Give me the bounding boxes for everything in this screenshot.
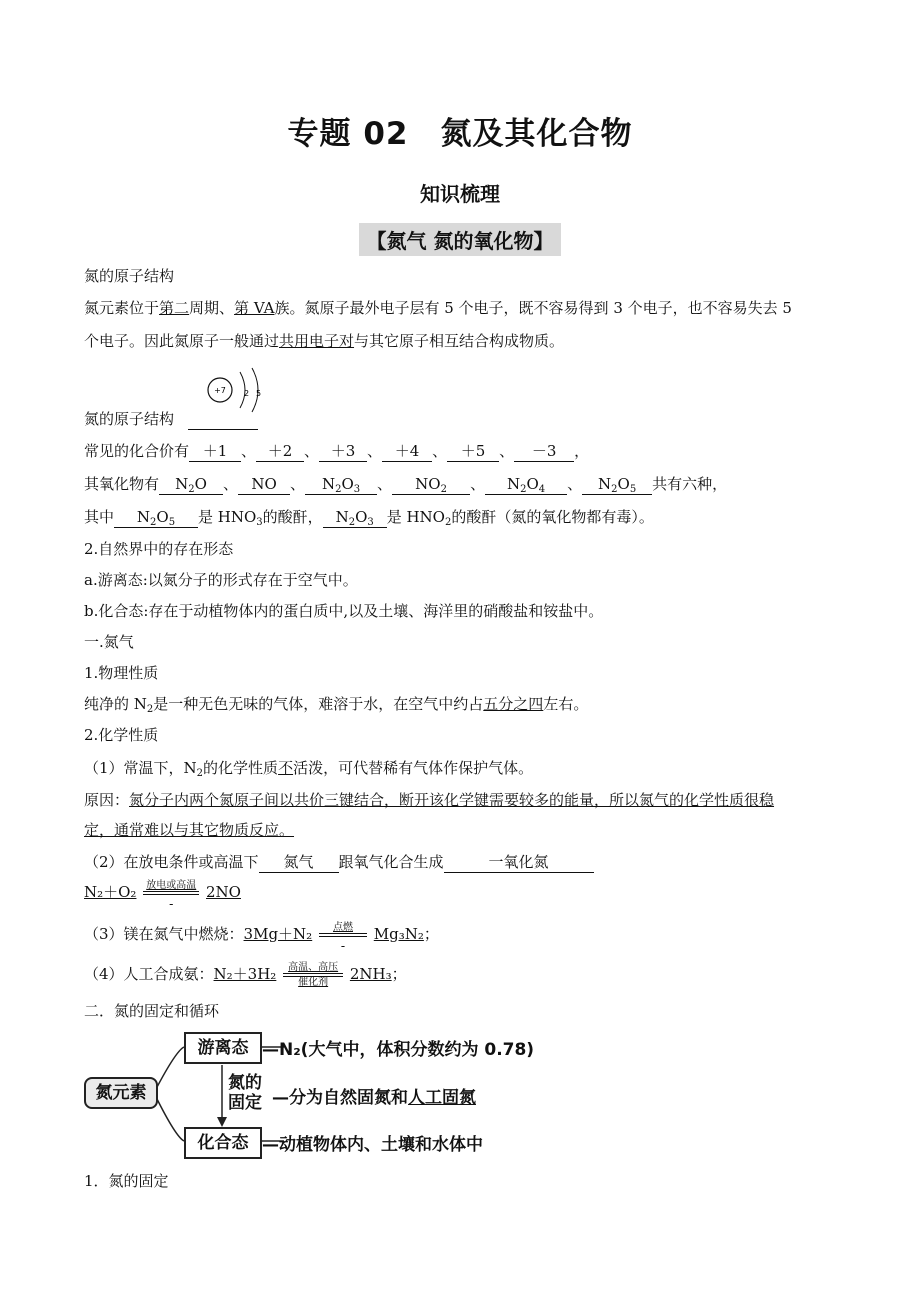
n2-reason-1: 原因：氮分子内两个氮原子间以共价三键结合，断开该化学键需要较多的能量，所以氮气的化学性质很稳 <box>84 791 775 809</box>
equation-1: N₂＋O₂ 放电或高温 2NO <box>84 880 241 901</box>
intro-line-1: 氮元素位于第二周期、第 VA族。氮原子最外电子层有 5 个电子，既不容易得到 3 个电子，也不容易失去 5 <box>84 299 792 317</box>
diagram-combined-desc: —动植物体内、土壤和水体中 <box>262 1135 483 1155</box>
atom-structure-heading: 氮的原子结构 <box>84 267 175 285</box>
anhydride-line: 其中 $N_2O_5$ 是 $HNO_3$的酸酐， $N_2O_3$ 是 $HNO_2$的酸酐（氮的氧化物都有毒）。 <box>84 508 654 528</box>
shell-2-count: 5 <box>256 389 262 398</box>
fixation-heading: 二．氮的固定和循环 <box>84 1002 220 1020</box>
natural-heading: 2.自然界中的存在形态 <box>84 540 234 558</box>
equation-3: （4）人工合成氨：N₂＋3H₂ 高温、高压 催化剂 2NH₃； <box>84 962 407 988</box>
nitrogen-fixation-diagram <box>84 1027 584 1167</box>
valence-line: 常见的化合价有 ＋1 、 ＋2 、 ＋3 、 ＋4 、 ＋5 、 －3 ， <box>84 442 590 460</box>
page-title: 专题 02 氮及其化合物 <box>287 116 633 152</box>
n2-phys-line: 纯净的 $N_2$是一种无色无味的气体，难溶于水，在空气中约占五分之四左右。 <box>84 695 589 715</box>
page-subtitle: 知识梳理 <box>420 182 500 206</box>
n2-chem-1: （1）常温下，$N_2$的化学性质不活泼，可代替稀有气体作保护气体。 <box>84 759 534 779</box>
fixation-sub-heading: 1．氮的固定 <box>84 1172 169 1190</box>
n2-phys-heading: 1.物理性质 <box>84 664 159 682</box>
nucleus-label: +7 <box>214 386 226 395</box>
natural-free: a.游离态:以氮分子的形式存在于空气中。 <box>84 571 358 589</box>
intro-line-2: 个电子。因此氮原子一般通过共用电子对与其它原子相互结合构成物质。 <box>84 332 565 350</box>
n2-reason-2: 定，通常难以与其它物质反应。 <box>84 821 295 839</box>
diagram-combined-box: 化合态 <box>184 1127 262 1159</box>
diagram-root-box: 氮元素 <box>84 1077 158 1109</box>
equation-2: （3）镁在氮气中燃烧：3Mg＋N₂ 点燃 Mg₃N₂； <box>84 922 439 943</box>
natural-combined: b.化合态:存在于动植物体内的蛋白质中,以及土壤、海洋里的硝酸盐和铵盐中。 <box>84 602 604 620</box>
shell-1-count: 2 <box>244 389 250 398</box>
oxides-line: 其氧化物有 $N_2O$ 、 NO 、 $N_2O_3$ 、 $NO_2$ 、 $N_2O_4$ 、 $N_2O_5$ 共有六种， <box>84 475 728 495</box>
section-heading: 【氮气 氮的氧化物】 <box>0 223 920 256</box>
n2-heading: 一.氮气 <box>84 633 134 651</box>
n2-chem-2: （2）在放电条件或高温下 氮气 跟氧气化合生成 一氧化氮 <box>84 851 594 873</box>
diagram-free-desc: —N₂(大气中，体积分数约为 0.78) <box>262 1040 535 1060</box>
atom-diagram-label: 氮的原子结构 <box>84 408 258 430</box>
diagram-arrow-label: 氮的 固定 <box>228 1073 262 1113</box>
diagram-free-box: 游离态 <box>184 1032 262 1064</box>
diagram-fix-desc: —分为自然固氮和人工固氮 <box>272 1088 476 1108</box>
n2-chem-heading: 2.化学性质 <box>84 726 159 744</box>
